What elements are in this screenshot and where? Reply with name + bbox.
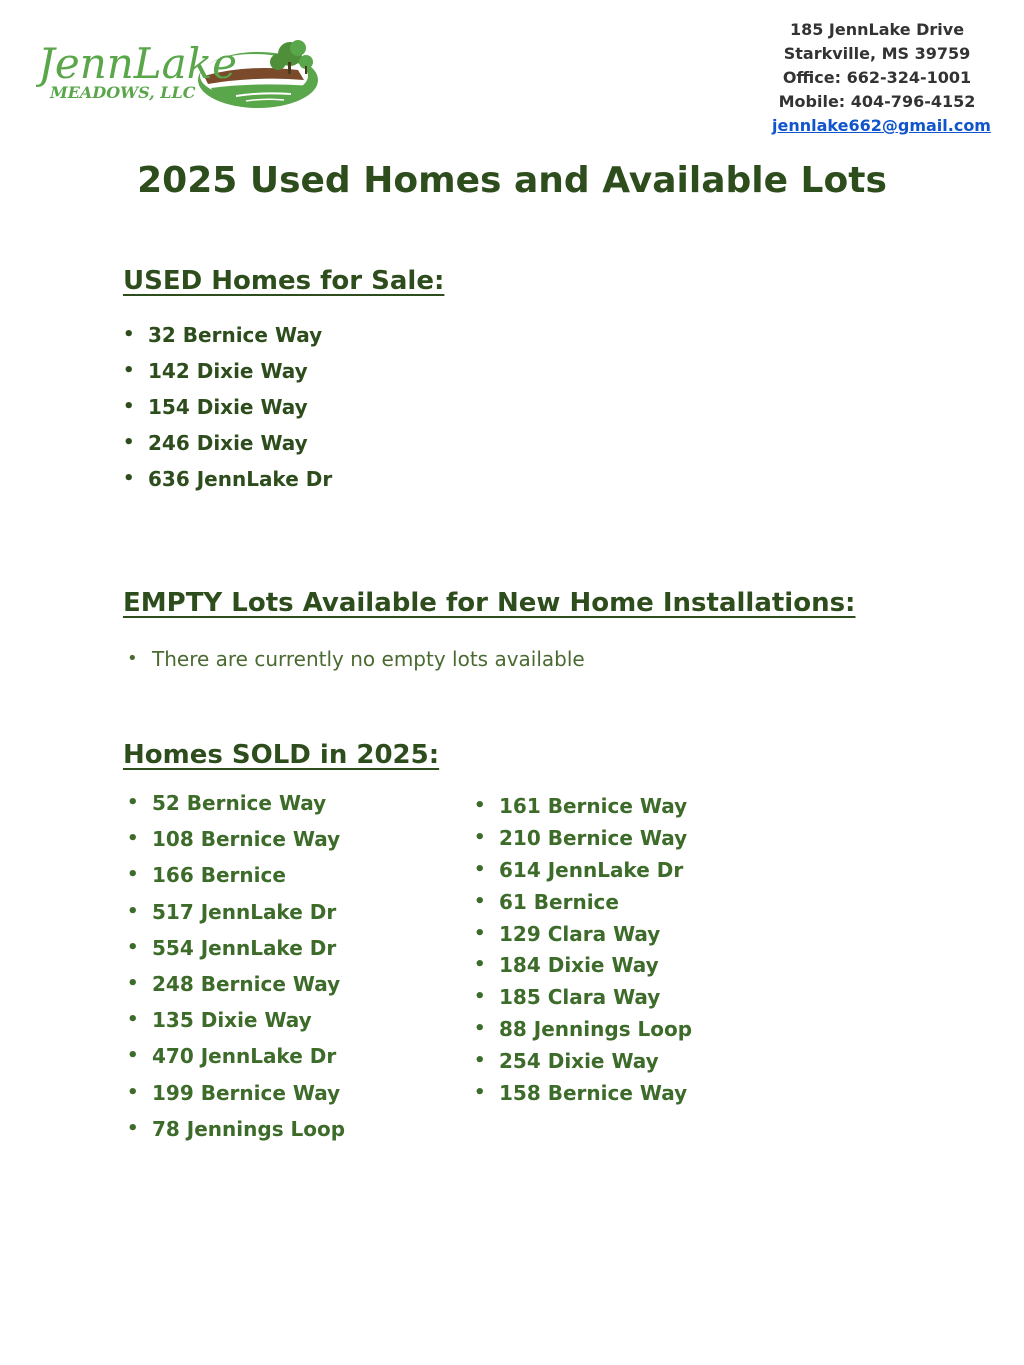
homes-sold-heading: Homes SOLD in 2025: bbox=[123, 740, 440, 770]
list-item: • 554 JennLake Dr bbox=[127, 933, 345, 969]
contact-block bbox=[772, 18, 991, 138]
list-item: • There are currently no empty lots available bbox=[127, 644, 585, 674]
logo-wordmark: JennLake bbox=[38, 39, 238, 88]
contact-address: 185 JennLake Drive bbox=[789, 20, 965, 39]
list-item: • 248 Bernice Way bbox=[127, 969, 345, 1005]
list-item: • 184 Dixie Way bbox=[474, 950, 692, 982]
list-item: • 161 Bernice Way bbox=[474, 791, 692, 823]
contact-mobile-phone: Mobile: 404-796-4152 bbox=[778, 92, 976, 111]
contact-email-link[interactable]: jennlake662@gmail.com bbox=[772, 116, 991, 135]
list-item: • 154 Dixie Way bbox=[123, 392, 332, 428]
homes-sold-list-left bbox=[127, 788, 345, 1150]
used-homes-list bbox=[123, 320, 332, 500]
contact-city: Starkville, MS 39759 bbox=[783, 44, 971, 63]
list-item: • 185 Clara Way bbox=[474, 982, 692, 1014]
used-homes-heading: USED Homes for Sale: bbox=[123, 266, 445, 296]
list-item: • 61 Bernice bbox=[474, 887, 692, 919]
list-item: • 108 Bernice Way bbox=[127, 824, 345, 860]
list-item: • 246 Dixie Way bbox=[123, 428, 332, 464]
list-item: • 129 Clara Way bbox=[474, 919, 692, 951]
empty-lots-heading: EMPTY Lots Available for New Home Installations: bbox=[123, 588, 856, 618]
homes-sold-list-right bbox=[474, 791, 692, 1110]
list-item: • 199 Bernice Way bbox=[127, 1078, 345, 1114]
contact-office-phone: Office: 662-324-1001 bbox=[782, 68, 972, 87]
list-item: • 78 Jennings Loop bbox=[127, 1114, 345, 1150]
list-item: • 88 Jennings Loop bbox=[474, 1014, 692, 1046]
empty-lots-list bbox=[127, 644, 585, 674]
list-item: • 614 JennLake Dr bbox=[474, 855, 692, 887]
company-logo bbox=[36, 36, 326, 118]
list-item: • 135 Dixie Way bbox=[127, 1005, 345, 1041]
list-item: • 254 Dixie Way bbox=[474, 1046, 692, 1078]
list-item: • 158 Bernice Way bbox=[474, 1078, 692, 1110]
list-item: • 636 JennLake Dr bbox=[123, 464, 332, 500]
list-item: • 142 Dixie Way bbox=[123, 356, 332, 392]
list-item: • 517 JennLake Dr bbox=[127, 897, 345, 933]
logo-subtitle: MEADOWS, LLC bbox=[50, 83, 196, 102]
list-item: • 470 JennLake Dr bbox=[127, 1041, 345, 1077]
list-item: • 32 Bernice Way bbox=[123, 320, 332, 356]
page-title: 2025 Used Homes and Available Lots bbox=[137, 160, 887, 201]
list-item: • 166 Bernice bbox=[127, 860, 345, 896]
list-item: • 52 Bernice Way bbox=[127, 788, 345, 824]
list-item: • 210 Bernice Way bbox=[474, 823, 692, 855]
